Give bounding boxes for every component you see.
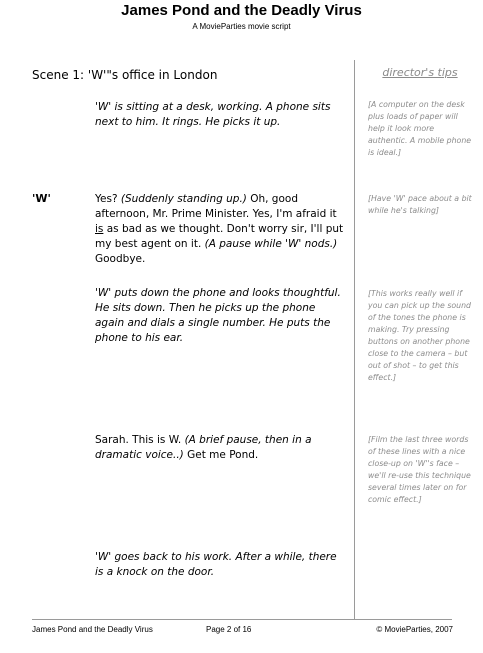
director-tip-4: [Film the last three words of these lines with a nice close-up on 'W''s face – we'll re-use this technique several times later on for comic effect.]: [368, 435, 471, 504]
stage-direction-2: 'W' puts down the phone and looks thoughtful. He sits down. Then he picks up the phone again and dials a single number. He puts the phone to his ear.: [95, 287, 341, 344]
dialog-text: Yes?: [95, 193, 121, 205]
director-tip-1: [A computer on the desk plus loads of paper will help it look more authentic. A mobile phone is ideal.]: [368, 100, 472, 157]
column-divider: [354, 60, 355, 620]
dialog-text: Goodbye.: [95, 253, 146, 265]
dialog-1: [95, 192, 345, 267]
emphasis-text: is: [95, 223, 104, 235]
parenthetical: (A brief pause, then in a dramatic voice..): [95, 434, 312, 461]
director-tip-3: [This works really well if you can pick up the sound of the tones the phone is making. Try pressing buttons on another phone close to the camera – but out of shot – to get this effect.]: [368, 289, 471, 382]
footer-divider: [32, 619, 452, 620]
document-title: James Pond and the Deadly Virus: [121, 2, 362, 19]
dialog-text: Oh, good afternoon, Mr. Prime Minister. Yes, I'm afraid it: [95, 193, 337, 220]
scene-heading: Scene 1: 'W'"s office in London: [32, 68, 218, 82]
parenthetical: (Suddenly standing up.): [120, 193, 247, 205]
dialog-text: as bad as we thought. Don't worry sir, I'll put my best agent on it.: [95, 223, 344, 250]
director-tip-2: [Have 'W' pace about a bit while he's talking]: [368, 194, 472, 215]
document-subtitle: A MovieParties movie script: [192, 22, 291, 31]
page-number: Page 2 of 16: [206, 625, 252, 634]
dialog-2: [95, 433, 345, 463]
stage-direction-3: 'W' goes back to his work. After a while, there is a knock on the door.: [95, 551, 337, 578]
stage-direction-1: 'W' is sitting at a desk, working. A phone sits next to him. It rings. He picks it up.: [95, 101, 331, 128]
footer-title: James Pond and the Deadly Virus: [32, 625, 153, 634]
dialog-text: Sarah. This is W.: [95, 434, 185, 446]
speaker-name: 'W': [32, 192, 51, 205]
tips-heading: director's tips: [382, 66, 458, 79]
copyright: © MovieParties, 2007: [376, 625, 453, 634]
dialog-text: Get me Pond.: [183, 449, 259, 461]
parenthetical: (A pause while 'W' nods.): [204, 238, 338, 250]
